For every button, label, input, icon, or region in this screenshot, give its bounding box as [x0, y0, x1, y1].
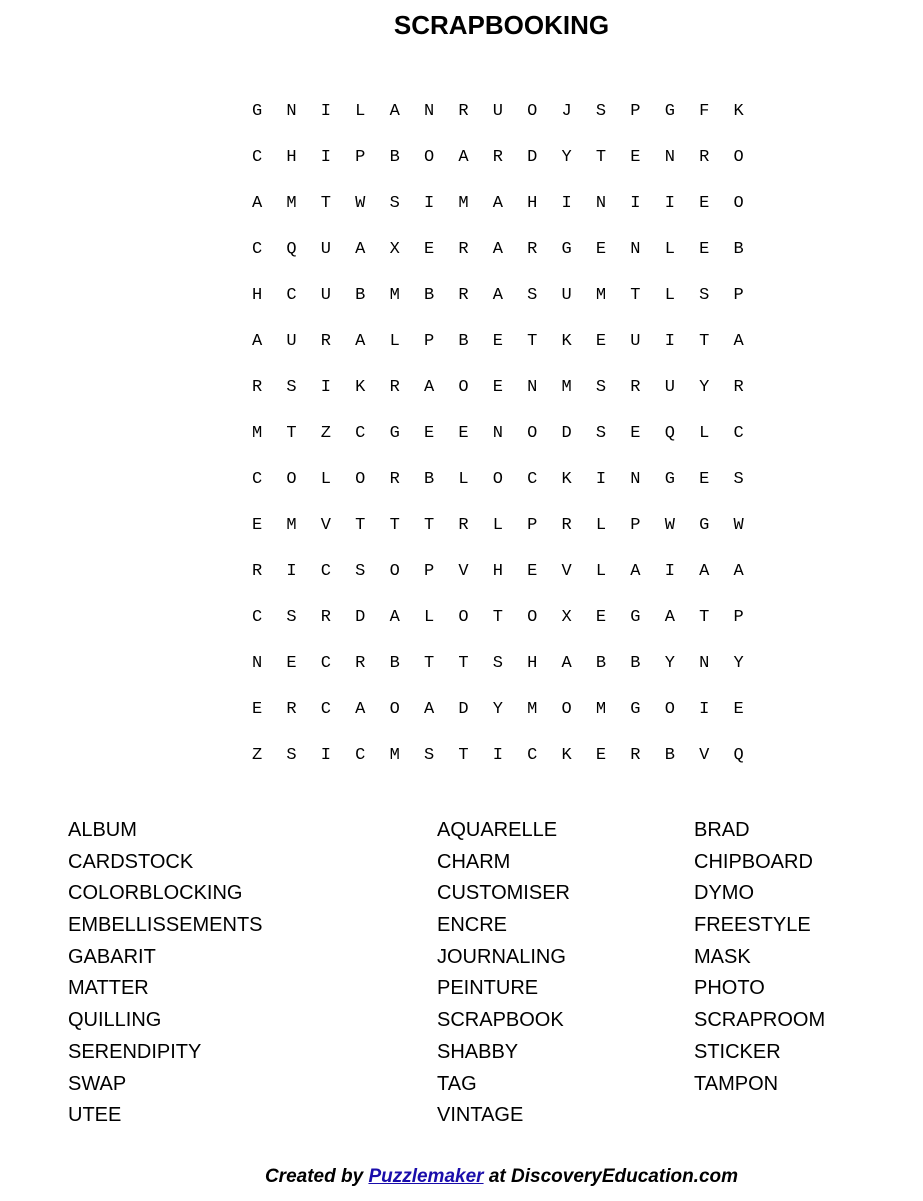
grid-letter: S — [286, 378, 297, 397]
grid-letter: B — [595, 654, 607, 673]
grid-letter: E — [630, 424, 641, 443]
footer-prefix: Created by — [264, 1166, 369, 1187]
grid-letter: N — [252, 654, 263, 673]
grid-letter: A — [733, 332, 744, 351]
footer-suffix: at DiscoveryEducation.com — [483, 1166, 739, 1187]
grid-letter: E — [733, 700, 744, 719]
grid-letter: E — [252, 516, 263, 535]
word-list-item: MASK — [694, 945, 751, 968]
grid-letter: O — [458, 378, 469, 397]
grid-letter: A — [458, 148, 469, 167]
grid-letter: M — [595, 286, 607, 305]
grid-letter: S — [595, 424, 607, 443]
word-list-item: GABARIT — [68, 945, 156, 968]
grid-letter: M — [286, 194, 297, 213]
grid-letter: R — [458, 286, 469, 305]
page-title: SCRAPBOOKING — [393, 10, 610, 40]
grid-letter: S — [595, 378, 607, 397]
grid-letter: C — [527, 746, 538, 765]
grid-letter: S — [286, 608, 297, 627]
grid-letter: L — [664, 286, 675, 305]
grid-row — [252, 238, 768, 284]
puzzlemaker-link[interactable]: Puzzlemaker — [368, 1166, 484, 1187]
grid-letter: I — [664, 194, 675, 213]
grid-letter: O — [458, 608, 469, 627]
word-list-item: PEINTURE — [437, 977, 539, 1000]
grid-letter: U — [320, 286, 331, 305]
grid-letter: A — [733, 562, 744, 581]
word-list-item: CHARM — [437, 850, 511, 873]
grid-letter: I — [320, 102, 331, 121]
word-list — [0, 817, 923, 1137]
grid-letter: W — [733, 516, 744, 535]
grid-letter: P — [733, 608, 744, 627]
grid-letter: R — [527, 240, 538, 259]
grid-letter: R — [252, 378, 263, 397]
grid-letter: Y — [492, 700, 503, 719]
grid-letter: N — [630, 470, 641, 489]
grid-letter: Y — [561, 148, 572, 167]
grid-letter: E — [492, 378, 503, 397]
grid-letter: R — [733, 378, 744, 397]
word-list-item: AQUARELLE — [437, 819, 558, 841]
grid-letter: R — [561, 516, 572, 535]
grid-letter: V — [699, 746, 710, 765]
grid-letter: S — [595, 102, 607, 121]
grid-letter: L — [320, 470, 331, 489]
grid-letter: N — [492, 424, 503, 443]
grid-letter: A — [492, 240, 503, 259]
grid-letter: U — [664, 378, 675, 397]
grid-letter: X — [561, 608, 572, 627]
grid-letter: Y — [733, 654, 744, 673]
grid-letter: S — [527, 286, 538, 305]
grid-letter: E — [423, 240, 435, 259]
grid-letter: Q — [286, 240, 297, 259]
grid-letter: A — [561, 654, 572, 673]
grid-letter: B — [458, 332, 469, 351]
word-list-item: EMBELLISSEMENTS — [68, 914, 263, 937]
word-list-column-1 — [68, 817, 263, 1134]
grid-letter: E — [595, 240, 607, 259]
grid-letter: K — [355, 378, 366, 397]
grid-letter: O — [389, 700, 400, 719]
grid-letter: E — [492, 332, 503, 351]
grid-letter: K — [733, 102, 744, 121]
grid-letter: A — [630, 562, 641, 581]
grid-letter: A — [423, 378, 435, 397]
grid-letter: Z — [252, 746, 263, 765]
grid-letter: O — [527, 608, 538, 627]
grid-letter: A — [423, 700, 435, 719]
grid-letter: B — [355, 286, 366, 305]
grid-letter: B — [733, 240, 744, 259]
grid-row — [252, 514, 768, 560]
grid-letter: C — [252, 148, 263, 167]
grid-letter: S — [699, 286, 710, 305]
grid-letter: R — [389, 378, 400, 397]
grid-letter: U — [561, 286, 572, 305]
grid-letter: R — [252, 562, 263, 581]
grid-letter: T — [527, 332, 538, 351]
grid-letter: K — [561, 746, 572, 765]
grid-letter: U — [630, 332, 641, 351]
grid-letter: P — [733, 286, 744, 305]
grid-letter: T — [492, 608, 503, 627]
word-list-item: QUILLING — [68, 1009, 162, 1032]
grid-letter: W — [355, 194, 366, 213]
grid-letter: E — [595, 746, 607, 765]
grid-letter: I — [423, 194, 435, 213]
grid-row — [252, 698, 768, 744]
grid-letter: P — [527, 516, 538, 535]
grid-letter: R — [458, 516, 469, 535]
grid-letter: A — [355, 240, 366, 259]
grid-letter: O — [733, 194, 744, 213]
word-list-column-2 — [437, 817, 570, 1134]
grid-letter: M — [389, 286, 400, 305]
word-list-item: UTEE — [68, 1104, 122, 1127]
grid-letter: D — [458, 700, 469, 719]
grid-letter: S — [423, 746, 435, 765]
grid-letter: B — [423, 286, 435, 305]
word-list-item: SERENDIPITY — [68, 1040, 202, 1063]
grid-letter: R — [458, 102, 469, 121]
grid-letter: A — [252, 194, 263, 213]
grid-letter: O — [561, 700, 572, 719]
grid-row — [252, 330, 768, 376]
grid-letter: M — [286, 516, 297, 535]
grid-letter: A — [664, 608, 675, 627]
grid-letter: C — [355, 424, 366, 443]
grid-letter: A — [355, 332, 366, 351]
grid-letter: T — [355, 516, 366, 535]
grid-letter: G — [630, 700, 641, 719]
grid-letter: I — [699, 700, 710, 719]
grid-letter: B — [389, 654, 400, 673]
grid-letter: O — [527, 102, 538, 121]
grid-letter: P — [630, 102, 641, 121]
grid-row — [252, 468, 768, 514]
grid-letter: M — [252, 424, 263, 443]
grid-letter: E — [595, 608, 607, 627]
word-search-grid — [252, 100, 768, 790]
grid-letter: R — [630, 746, 641, 765]
grid-letter: A — [699, 562, 710, 581]
word-list-item: TAG — [437, 1072, 477, 1095]
grid-letter: D — [527, 148, 538, 167]
grid-letter: L — [664, 240, 675, 259]
word-list-item: STICKER — [694, 1040, 781, 1063]
word-list-item: BRAD — [694, 819, 750, 841]
grid-letter: D — [355, 608, 366, 627]
grid-letter: M — [389, 746, 400, 765]
grid-letter: L — [389, 332, 400, 351]
grid-letter: L — [699, 424, 710, 443]
grid-letter: I — [664, 562, 675, 581]
grid-letter: E — [699, 194, 710, 213]
grid-letter: N — [699, 654, 710, 673]
grid-letter: R — [699, 148, 710, 167]
grid-letter: N — [527, 378, 538, 397]
grid-letter: I — [664, 332, 675, 351]
word-list-item: MATTER — [68, 977, 149, 1000]
grid-letter: U — [492, 102, 503, 121]
word-list-item: SCRAPBOOK — [437, 1009, 564, 1032]
word-list-item: SWAP — [68, 1072, 127, 1095]
grid-letter: G — [252, 102, 263, 121]
grid-letter: E — [699, 470, 710, 489]
grid-letter: B — [664, 746, 675, 765]
grid-letter: I — [630, 194, 641, 213]
grid-letter: O — [527, 424, 538, 443]
grid-letter: G — [630, 608, 641, 627]
word-list-column-3 — [694, 817, 825, 1102]
grid-row — [252, 376, 768, 422]
grid-letter: Q — [664, 424, 675, 443]
grid-letter: D — [561, 424, 572, 443]
grid-letter: W — [664, 516, 675, 535]
grid-letter: P — [630, 516, 641, 535]
grid-letter: E — [423, 424, 435, 443]
grid-letter: O — [423, 148, 435, 167]
word-list-item: COLORBLOCKING — [68, 882, 243, 905]
grid-letter: I — [595, 470, 607, 489]
grid-letter: O — [492, 470, 503, 489]
grid-letter: R — [286, 700, 297, 719]
grid-letter: H — [527, 654, 538, 673]
grid-letter: S — [286, 746, 297, 765]
grid-letter: I — [320, 746, 331, 765]
grid-letter: T — [699, 608, 710, 627]
word-list-item: JOURNALING — [437, 945, 566, 968]
grid-letter: A — [492, 286, 503, 305]
grid-row — [252, 284, 768, 330]
grid-letter: H — [492, 562, 503, 581]
grid-letter: P — [423, 562, 435, 581]
grid-letter: R — [320, 332, 331, 351]
word-list-item: ENCRE — [437, 914, 508, 937]
grid-letter: T — [595, 148, 607, 167]
grid-letter: U — [286, 332, 297, 351]
grid-letter: Y — [699, 378, 710, 397]
grid-row — [252, 744, 768, 790]
word-list-item: SHABBY — [437, 1040, 519, 1063]
grid-letter: C — [320, 654, 331, 673]
grid-letter: T — [699, 332, 710, 351]
grid-letter: Z — [320, 424, 331, 443]
grid-letter: L — [458, 470, 469, 489]
grid-row — [252, 100, 768, 146]
grid-letter: J — [561, 102, 572, 121]
grid-letter: T — [286, 424, 297, 443]
grid-letter: S — [733, 470, 744, 489]
word-list-item: CHIPBOARD — [694, 850, 813, 873]
grid-letter: N — [630, 240, 641, 259]
grid-letter: R — [630, 378, 641, 397]
grid-letter: H — [527, 194, 538, 213]
grid-letter: C — [320, 700, 331, 719]
word-list-item: FREESTYLE — [694, 914, 811, 937]
grid-letter: G — [664, 102, 675, 121]
grid-letter: E — [458, 424, 469, 443]
grid-letter: U — [320, 240, 331, 259]
grid-letter: R — [355, 654, 366, 673]
grid-letter: O — [389, 562, 400, 581]
grid-letter: L — [355, 102, 366, 121]
grid-letter: N — [423, 102, 435, 121]
grid-letter: I — [561, 194, 572, 213]
grid-letter: R — [320, 608, 331, 627]
grid-letter: B — [389, 148, 400, 167]
grid-letter: A — [389, 608, 400, 627]
grid-letter: C — [252, 240, 263, 259]
grid-letter: O — [733, 148, 744, 167]
grid-letter: Q — [733, 746, 744, 765]
grid-letter: O — [286, 470, 297, 489]
grid-letter: P — [423, 332, 435, 351]
grid-letter: E — [252, 700, 263, 719]
grid-letter: S — [389, 194, 400, 213]
grid-letter: G — [389, 424, 400, 443]
grid-letter: S — [492, 654, 503, 673]
word-list-item: TAMPON — [694, 1072, 779, 1095]
grid-letter: B — [423, 470, 435, 489]
grid-letter: T — [458, 654, 469, 673]
grid-letter: P — [355, 148, 366, 167]
grid-letter: I — [320, 378, 331, 397]
grid-letter: A — [492, 194, 503, 213]
grid-letter: N — [664, 148, 675, 167]
grid-letter: T — [423, 516, 435, 535]
grid-letter: R — [492, 148, 503, 167]
grid-letter: A — [252, 332, 263, 351]
grid-letter: G — [699, 516, 710, 535]
grid-row — [252, 422, 768, 468]
grid-letter: M — [561, 378, 572, 397]
grid-row — [252, 192, 768, 238]
word-list-item: CUSTOMISER — [437, 882, 570, 905]
grid-letter: R — [458, 240, 469, 259]
grid-letter: K — [561, 470, 572, 489]
grid-letter: E — [595, 332, 607, 351]
grid-letter: C — [286, 286, 297, 305]
word-list-item: DYMO — [694, 882, 754, 905]
grid-letter: B — [630, 654, 641, 673]
grid-letter: R — [389, 470, 400, 489]
grid-letter: O — [664, 700, 675, 719]
grid-letter: Y — [664, 654, 675, 673]
grid-letter: V — [320, 516, 331, 535]
word-list-item: ALBUM — [68, 819, 137, 841]
footer-credit — [0, 1166, 923, 1188]
grid-letter: K — [561, 332, 572, 351]
grid-letter: N — [595, 194, 607, 213]
grid-letter: L — [423, 608, 435, 627]
grid-letter: O — [355, 470, 366, 489]
grid-letter: I — [320, 148, 331, 167]
grid-letter: E — [699, 240, 710, 259]
grid-letter: C — [320, 562, 331, 581]
grid-letter: V — [561, 562, 572, 581]
grid-letter: T — [423, 654, 435, 673]
grid-letter: I — [492, 746, 503, 765]
grid-letter: C — [733, 424, 744, 443]
grid-letter: V — [458, 562, 469, 581]
grid-letter: T — [630, 286, 641, 305]
grid-letter: N — [286, 102, 297, 121]
grid-letter: I — [286, 562, 297, 581]
grid-letter: M — [595, 700, 607, 719]
grid-letter: H — [252, 286, 263, 305]
grid-letter: F — [699, 102, 710, 121]
grid-letter: E — [286, 654, 297, 673]
grid-row — [252, 652, 768, 698]
grid-letter: G — [664, 470, 675, 489]
word-list-item: CARDSTOCK — [68, 850, 194, 873]
grid-letter: C — [252, 608, 263, 627]
grid-letter: C — [252, 470, 263, 489]
grid-letter: X — [389, 240, 400, 259]
grid-letter: C — [355, 746, 366, 765]
grid-letter: M — [527, 700, 538, 719]
word-list-item: SCRAPROOM — [694, 1009, 826, 1032]
grid-letter: S — [355, 562, 366, 581]
grid-letter: E — [630, 148, 641, 167]
grid-letter: E — [527, 562, 538, 581]
grid-letter: L — [595, 516, 607, 535]
word-list-item: VINTAGE — [437, 1104, 524, 1127]
grid-letter: T — [320, 194, 331, 213]
grid-letter: L — [595, 562, 607, 581]
grid-letter: L — [492, 516, 503, 535]
grid-letter: G — [561, 240, 572, 259]
grid-letter: C — [527, 470, 538, 489]
grid-row — [252, 146, 768, 192]
grid-letter: M — [458, 194, 469, 213]
grid-letter: H — [286, 148, 297, 167]
grid-letter: A — [355, 700, 366, 719]
grid-letter: T — [458, 746, 469, 765]
grid-row — [252, 606, 768, 652]
grid-letter: T — [389, 516, 400, 535]
grid-letter: A — [389, 102, 400, 121]
word-list-item: PHOTO — [694, 977, 765, 1000]
grid-row — [252, 560, 768, 606]
